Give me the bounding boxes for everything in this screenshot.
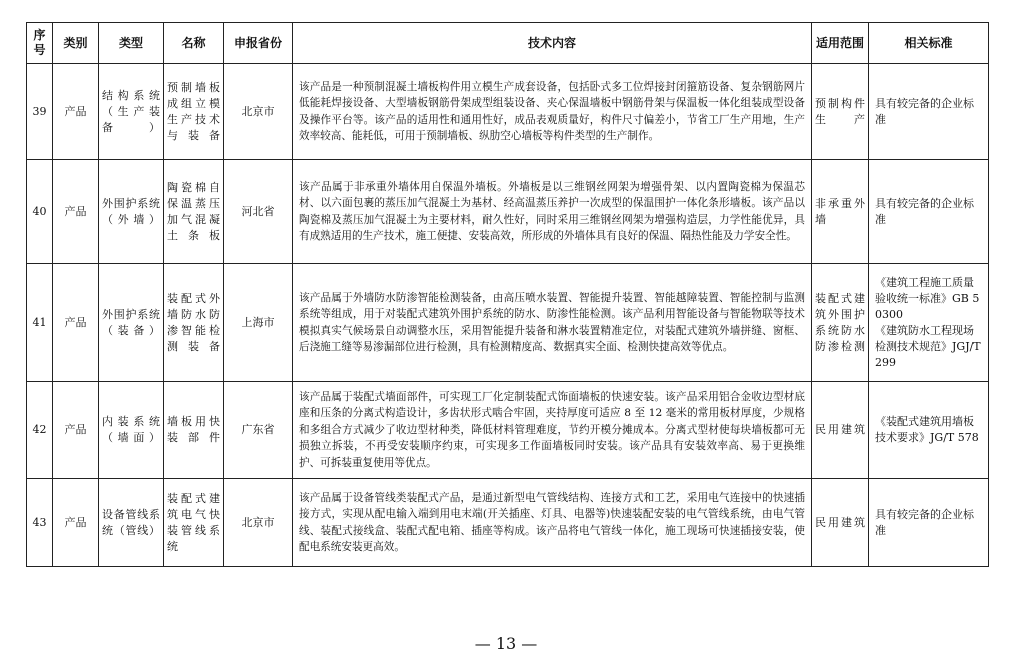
header-standards: 相关标准 (869, 23, 989, 64)
cell-category: 产品 (53, 264, 99, 382)
cell-content: 该产品属于非承重外墙体用自保温外墙板。外墙板是以三维钢丝网架为增强骨架、以内置陶瓷棉为保温芯材、以六面包裹的蒸压加气混凝土为基材、经高温蒸压养护一次成型的保温围护一体化条形墙板。该产品以陶瓷棉及蒸压加气混凝土为主要材料，耐久性好，同时采用三维钢丝网架为增强构造层，力学性能优异，具有成熟适用的生产技术，施工便捷、安装高效，所形成的外墙体具有良好的保温、隔热性能及力学安全性。 (293, 160, 812, 264)
cell-name: 预制墙板成组立模生产技术与装备 (164, 64, 224, 160)
cell-content: 该产品是一种预制混凝土墙板构件用立模生产成套设备，包括卧式多工位焊接封闭箍筋设备、复杂钢筋网片低能耗焊接设备、大型墙板钢筋骨架成型组装设备、夹心保温墙板中钢筋骨架与保温板一体化组装成型设备及操作平台等。该产品的适用性和通用性好，成品表观质量好，构件尺寸偏差小，节省工厂生产用地，生产效率较高、能耗低，可用于预制墙板、纵肋空心墙板等构件类型的生产制作。 (293, 64, 812, 160)
cell-scope: 民用建筑 (812, 479, 869, 567)
cell-content: 该产品属于外墙防水防渗智能检测装备，由高压喷水装置、智能提升装置、智能越障装置、智能控制与监测系统等组成，用于对装配式建筑外围护系统的防水、防渗性能检测。该产品利用智能设备与智能物联等技术模拟真实气候场景自动调整水压，采用智能提升装备和淋水装置精准定位，对装配式建筑外墙拼缝、窗框、后浇施工缝等易渗漏部位进行检测，具有检测精度高、数据真实全面、检测快捷高效等优点。 (293, 264, 812, 382)
header-content: 技术内容 (293, 23, 812, 64)
cell-type: 内装系统（墙面） (99, 382, 164, 479)
cell-standards: 具有较完备的企业标准 (869, 479, 989, 567)
header-name: 名称 (164, 23, 224, 64)
cell-type: 外围护系统（装备） (99, 264, 164, 382)
cell-content: 该产品属于装配式墙面部件，可实现工厂化定制装配式饰面墙板的快速安装。该产品采用铝合金收边型材底座和压条的分离式构造设计，多齿状形式啮合牢固，夹持厚度可适应 8 至 12 毫米的常用板材厚度，少规格和多组合方式减少了收边型材种类，降低材料管理难度，节约开模分摊成本。分离式型材使每块墙板都可无损独立拆装，不再受安装顺序约束，可实现多工作面墙板同时安装。该产品具有安装效率高、易于更换维护、可拆装重复使用等优点。 (293, 382, 812, 479)
cell-scope: 装配式建筑外围护系统防水防渗检测 (812, 264, 869, 382)
table-row (27, 382, 989, 479)
cell-standards: 具有较完备的企业标准 (869, 64, 989, 160)
cell-type: 设备管线系统（管线） (99, 479, 164, 567)
table-row (27, 64, 989, 160)
cell-num: 39 (27, 64, 53, 160)
cell-num: 43 (27, 479, 53, 567)
header-scope: 适用范围 (812, 23, 869, 64)
cell-standards: 《装配式建筑用墙板技术要求》JG/T 578 (869, 382, 989, 479)
catalog-table (26, 22, 989, 567)
header-row (27, 23, 989, 64)
cell-province: 上海市 (224, 264, 293, 382)
cell-scope: 民用建筑 (812, 382, 869, 479)
header-province: 申报省份 (224, 23, 293, 64)
cell-category: 产品 (53, 382, 99, 479)
page-number: — 13 — (474, 634, 538, 653)
header-num: 序号 (27, 23, 53, 64)
cell-category: 产品 (53, 160, 99, 264)
cell-num: 40 (27, 160, 53, 264)
cell-content: 该产品属于设备管线类装配式产品，是通过新型电气管线结构、连接方式和工艺，采用电气连接中的快速插接方式，实现从配电输入端到用电末端(开关插座、灯具、电器等)快速装配安装的电气管线系统，由电气管线、装配式接线盒、装配式配电箱、插座等构成。该产品将电气管线一体化，施工现场可快速插接安装，使配电系统安装更高效。 (293, 479, 812, 567)
cell-scope: 预制构件生产 (812, 64, 869, 160)
cell-name: 墙板用快装部件 (164, 382, 224, 479)
cell-standards: 《建筑工程施工质量验收统一标准》GB 50300 《建筑防水工程现场检测技术规范》JGJ/T 299 (869, 264, 989, 382)
table-row (27, 479, 989, 567)
cell-scope: 非承重外墙 (812, 160, 869, 264)
cell-name: 装配式建筑电气快装管线系统 (164, 479, 224, 567)
cell-category: 产品 (53, 64, 99, 160)
cell-province: 河北省 (224, 160, 293, 264)
cell-name: 陶瓷棉自保温蒸压加气混凝土条板 (164, 160, 224, 264)
cell-province: 北京市 (224, 479, 293, 567)
table-row (27, 160, 989, 264)
cell-category: 产品 (53, 479, 99, 567)
header-category: 类别 (53, 23, 99, 64)
cell-province: 北京市 (224, 64, 293, 160)
cell-name: 装配式外墙防水防渗智能检测装备 (164, 264, 224, 382)
cell-province: 广东省 (224, 382, 293, 479)
cell-num: 42 (27, 382, 53, 479)
table-row (27, 264, 989, 382)
cell-standards: 具有较完备的企业标准 (869, 160, 989, 264)
cell-type: 外围护系统（外墙） (99, 160, 164, 264)
header-type: 类型 (99, 23, 164, 64)
cell-type: 结构系统（生产装备） (99, 64, 164, 160)
cell-num: 41 (27, 264, 53, 382)
